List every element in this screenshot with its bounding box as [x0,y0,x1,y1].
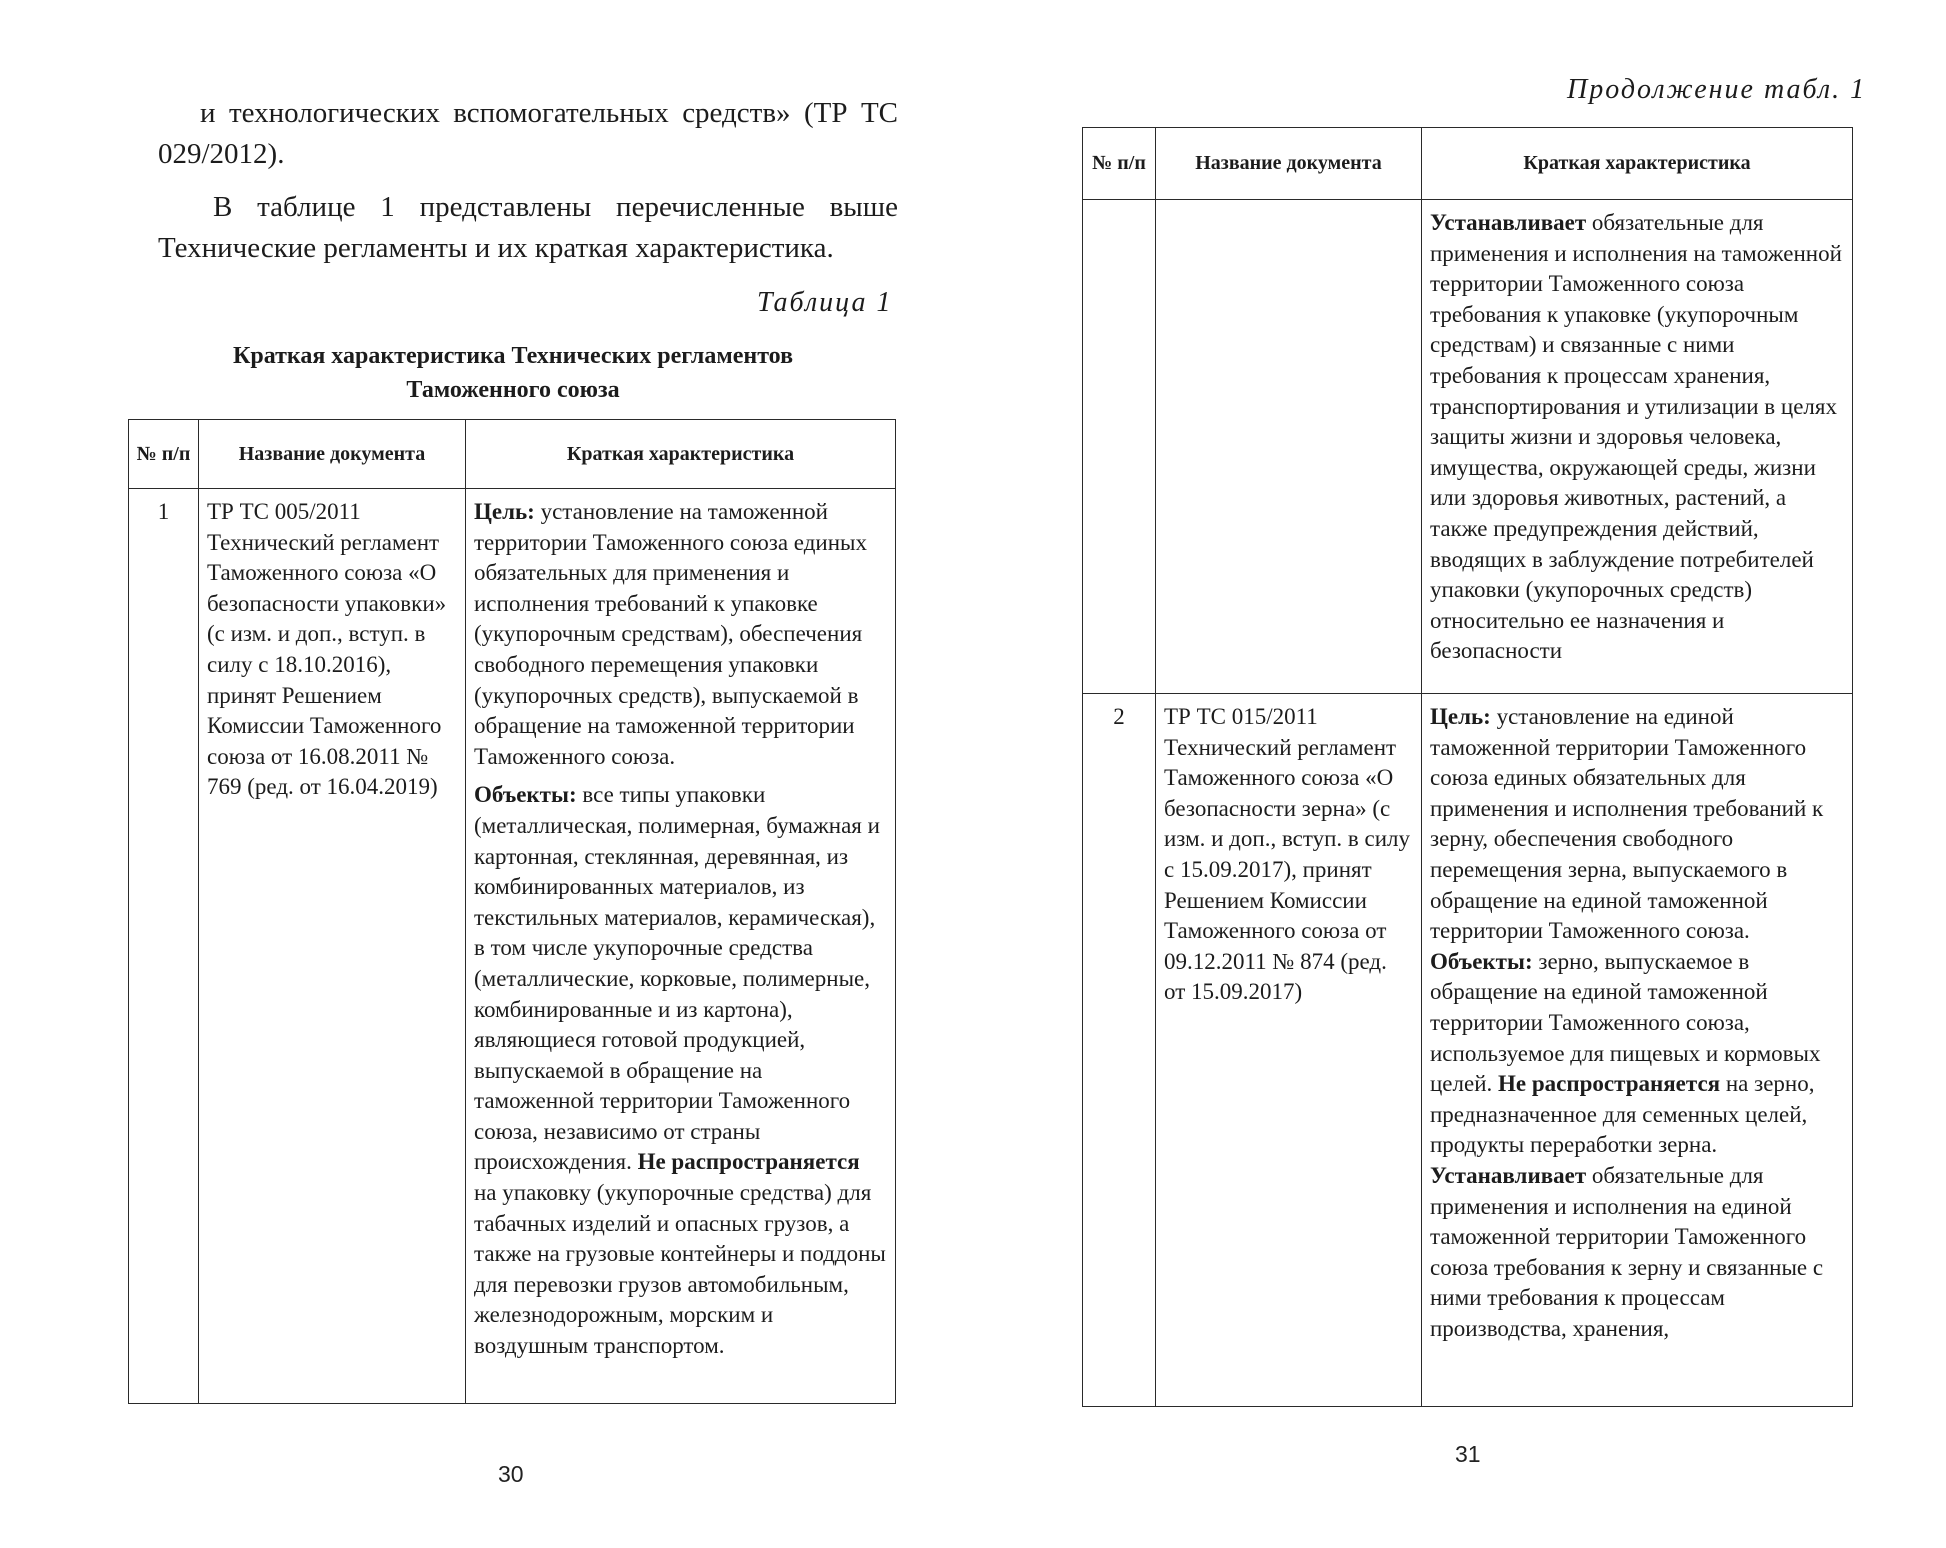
objects-text: все типы упаковки (металлическая, полимерная, бумажная и картонная, стеклянная, деревянная, из комбинированных материалов, из текстильных материалов, керамическая), в том числе укупорочные средства (металлические, корковые, полимерные, комбинированные и из картона), являющиеся готовой продукцией, выпускаемой в обращение на таможенной территории Таможенного союза, независимо от страны происхождения. [474,782,880,1175]
regulations-table [128,419,896,1404]
objects-label: Объекты: [474,782,577,808]
regulations-table-continued [1082,127,1853,1407]
page-number: 31 [1455,1441,1481,1467]
table-title-line-1: Краткая характеристика Технических регламентов [232,343,794,369]
table-row [129,489,896,1404]
goal-text: установление на таможенной территории Таможенного союза единых обязательных для применения и исполнения требований к упаковке (укупорочным средствам), обеспечения свободного перемещения упаковки (укупорочных средств), выпускаемой в обращение на таможенной территории Таможенного союза. [474,499,867,769]
intro-paragraph-2: В таблице 1 представлены перечисленные выше Технические регламенты и их краткая характеристика. [158,191,898,264]
document-description [1422,694,1853,1407]
header-name: Название документа [1156,128,1422,200]
intro-text [158,93,898,269]
header-desc: Краткая характеристика [1422,128,1853,200]
not-applies-label: Не распространяется [1498,1071,1721,1097]
goal-label: Цель: [474,499,535,524]
document-description [466,489,896,1404]
continuation-label: Продолжение табл. 1 [1567,74,1867,105]
page-number: 30 [498,1461,524,1487]
intro-paragraph-1: и технологических вспомогательных средств» (ТР ТС 029/2012). [158,97,898,170]
objects-paragraph [474,780,887,1361]
objects-label: Объекты: [1430,948,1533,974]
document-name: ТР ТС 005/2011 Технический регламент Таможенного союза «О безопасности упаковки» (с изм. и доп., вступ. в силу с 18.10.2016), принят Решением Комиссии Таможенного союза от 16.08.2011 № 769 (ред. от 16.04.2019) [199,489,466,1404]
header-num: № п/п [1083,128,1156,200]
document-name: ТР ТС 015/2011 Технический регламент Таможенного союза «О безопасности зерна» (с изм. и доп., вступ. в силу с 15.09.2017), принят Решением Комиссии Таможенного союза от 09.12.2011 № 874 (ред. от 15.09.2017) [1156,694,1422,1407]
establishes-label: Устанавливает [1430,210,1587,235]
goal-paragraph [1430,702,1844,947]
right-page [973,0,1946,1548]
not-applies-label: Не распространяется [637,1149,860,1175]
table-row [1083,694,1853,1407]
table-title [128,339,898,407]
establishes-text: обязательные для применения и исполнения на единой таможенной территории Таможенного союза требования к зерну и связанные с ними требования к процессам производства, хранения, [1430,1162,1824,1341]
goal-label: Цель: [1430,704,1491,729]
goal-text: установление на единой таможенной территории Таможенного союза единых обязательных для применения и исполнения требований к зерну, обеспечения свободного перемещения зерна, выпускаемого в обращение на единой таможенной территории Таможенного союза. [1430,704,1824,944]
document-name-empty [1156,200,1422,694]
table-header-row [1083,128,1853,200]
establishes-paragraph [1430,208,1844,667]
row-number: 2 [1083,694,1156,1407]
establishes-paragraph [1430,1161,1844,1345]
header-num: № п/п [129,420,199,489]
table-title-line-2: Таможенного союза [406,377,620,403]
table-label: Таблица 1 [757,287,893,318]
goal-paragraph [474,497,887,772]
header-desc: Краткая характеристика [466,420,896,489]
document-description [1422,200,1853,694]
row-number: 1 [129,489,199,1404]
row-number-empty [1083,200,1156,694]
establishes-text: обязательные для применения и исполнения на таможенной территории Таможенного союза требования к упаковке (укупорочным средствам) и связанные с ними требования к процессам хранения, транспортирования и утилизации в целях защиты жизни и здоровья человека, имущества, окружающей среды, жизни или здоровья животных, растений, а также предупреждения действий, вводящих в заблуждение потребителей упаковки (укупорочных средств) относительно ее назначения и безопасности [1430,210,1842,664]
header-name: Название документа [199,420,466,489]
objects-paragraph [1430,947,1844,1161]
table-row [1083,200,1853,694]
establishes-label: Устанавливает [1430,1162,1587,1188]
table-header-row [129,420,896,489]
not-applies-text: на упаковку (укупорочные средства) для табачных изделий и опасных грузов, а также на грузовые контейнеры и поддоны для перевозки грузов автомобильным, железнодорожным, морским и воздушным транспортом. [474,1180,886,1359]
objects-text: зерно, выпускаемое в обращение на единой таможенной территории Таможенного союза, используемое для пищевых и кормовых целей. [1430,948,1821,1097]
not-applies-text: на зерно, предназначенное для семенных целей, продукты переработки зерна. [1430,1071,1815,1158]
